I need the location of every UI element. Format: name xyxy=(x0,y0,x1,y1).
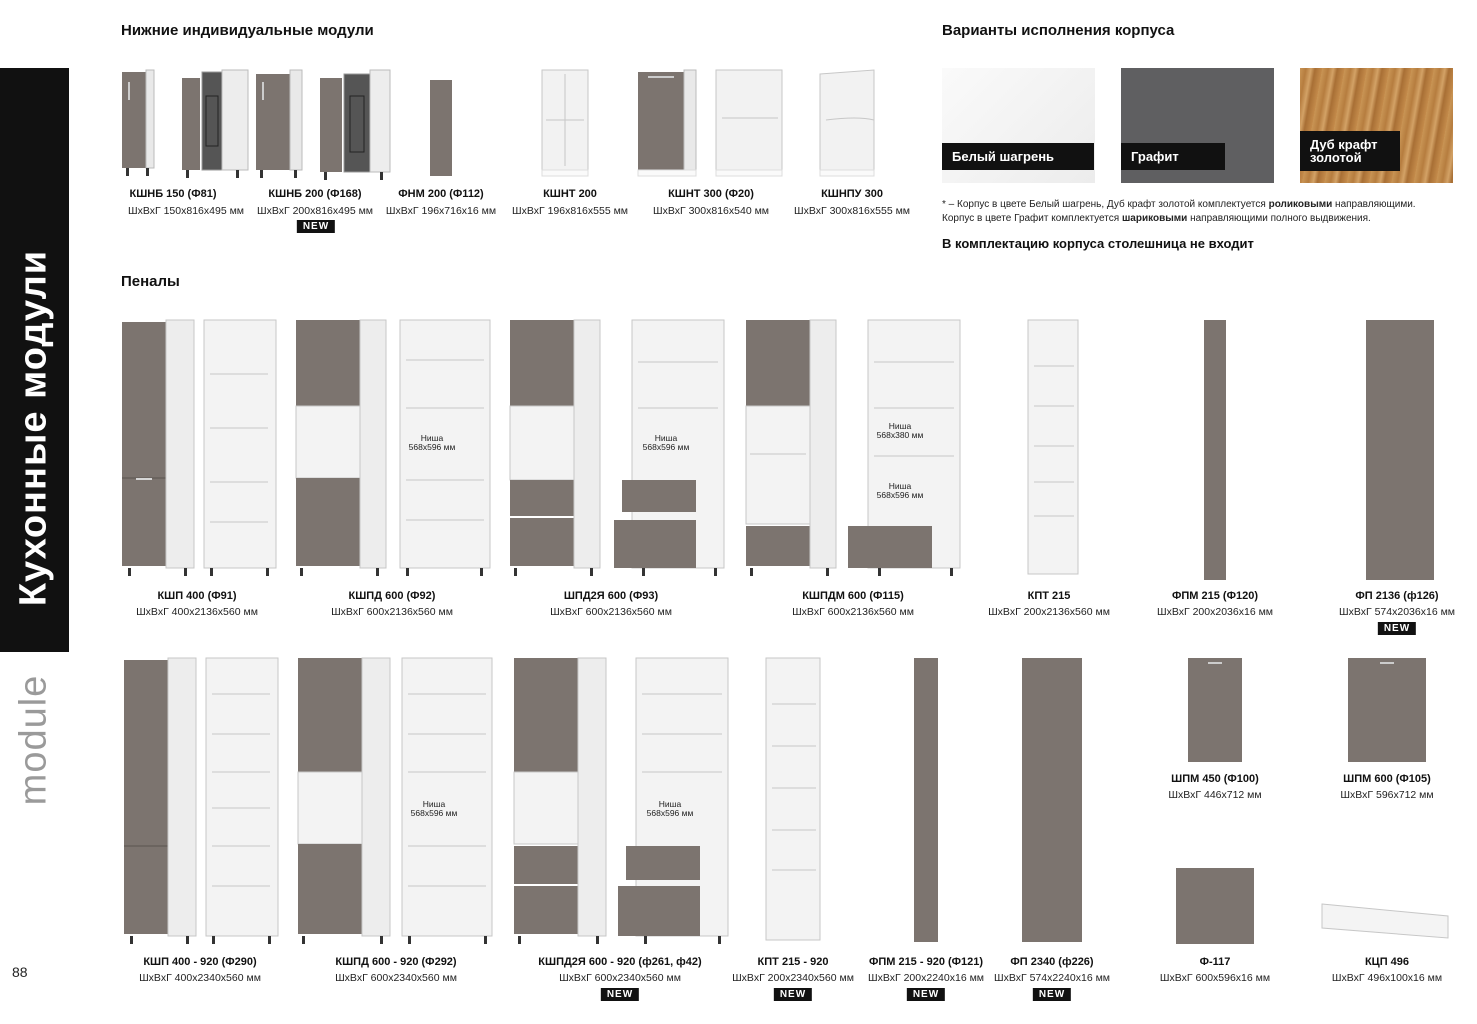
pencil-item-name: КШП 400 (Ф91) xyxy=(157,590,237,602)
lower-modules-illustration xyxy=(118,66,918,184)
lower-item-dims: ШхВхГ 150х816х495 мм xyxy=(127,205,245,217)
new-badge: NEW xyxy=(601,988,639,1001)
section-title-variants: Варианты исполнения корпуса xyxy=(942,22,1175,39)
pencil-item-dims: ШхВхГ 200х2340х560 мм xyxy=(732,972,854,984)
pencil-item-name: КПТ 215 xyxy=(1027,590,1071,602)
lower-item-dims: ШхВхГ 196х716х16 мм xyxy=(385,205,497,217)
lower-item-dims: ШхВхГ 300х816х555 мм xyxy=(793,205,911,217)
niche-label: Ниша 568х596 мм xyxy=(642,433,690,453)
pencil-item-name: ФПМ 215 - 920 (Ф121) xyxy=(868,956,984,968)
countertop-note: В комплектацию корпуса столешница не входит xyxy=(942,236,1254,251)
pencil-item-name: КШПД 600 (Ф92) xyxy=(348,590,436,602)
pencil-item-name: Ф-117 xyxy=(1199,956,1231,968)
pencils-row2-illustration xyxy=(118,654,1458,954)
lower-item-dims: ШхВхГ 200х816х495 мм xyxy=(256,205,374,217)
lower-item-name: ФНМ 200 (Ф112) xyxy=(398,188,484,200)
pencil-item-dims: ШхВхГ 600х2136х560 мм xyxy=(792,606,914,618)
niche-label: Ниша 568х596 мм xyxy=(410,799,458,819)
new-badge: NEW xyxy=(907,988,945,1001)
pencil-item-name: ФП 2136 (ф126) xyxy=(1355,590,1439,602)
pencil-item-name: КШПД 600 - 920 (Ф292) xyxy=(335,956,457,968)
front-item-dims: ШхВхГ 446х712 мм xyxy=(1168,789,1262,801)
niche-label: Ниша 568х596 мм xyxy=(876,481,924,501)
lower-item-name: КШНТ 200 xyxy=(543,188,597,200)
pencil-item-dims: ШхВхГ 400х2136х560 мм xyxy=(136,606,258,618)
pencil-item-name: КПТ 215 - 920 xyxy=(757,956,829,968)
pencil-item-dims: ШхВхГ 200х2136х560 мм xyxy=(988,606,1110,618)
pencil-item-name: ФП 2340 (ф226) xyxy=(1010,956,1094,968)
niche-label: Ниша 568х596 мм xyxy=(408,433,456,453)
pencil-item-dims: ШхВхГ 574х2036х16 мм xyxy=(1338,606,1456,618)
pencil-item-name: КЦП 496 xyxy=(1364,956,1410,968)
lower-item-name: КШНБ 150 (Ф81) xyxy=(129,188,217,200)
sidebar-band xyxy=(0,68,69,652)
pencil-item-name: КШПДМ 600 (Ф115) xyxy=(802,590,904,602)
new-badge: NEW xyxy=(1378,622,1416,635)
pencils-row1-illustration xyxy=(118,316,1458,586)
sidebar-title: Кухонные модули xyxy=(12,249,55,607)
pencil-item-dims: ШхВхГ 600х596х16 мм xyxy=(1159,972,1271,984)
new-badge: NEW xyxy=(297,220,335,233)
lower-item-name: КШНПУ 300 xyxy=(821,188,883,200)
lower-item-name: КШНТ 300 (Ф20) xyxy=(668,188,754,200)
lower-item-dims: ШхВхГ 300х816х540 мм xyxy=(652,205,770,217)
pencil-item-name: ШПД2Я 600 (Ф93) xyxy=(563,590,659,602)
pencil-item-dims: ШхВхГ 400х2340х560 мм xyxy=(139,972,261,984)
swatch-white xyxy=(942,68,1095,183)
swatch-label-oak: Дуб крафт золотой xyxy=(1300,131,1400,171)
swatch-label-white: Белый шагрень xyxy=(942,143,1094,170)
front-item-name: ШПМ 450 (Ф100) xyxy=(1171,773,1259,785)
swatch-oak xyxy=(1300,68,1453,183)
section-title-lower: Нижние индивидуальные модули xyxy=(121,22,374,39)
pencil-item-dims: ШхВхГ 600х2340х560 мм xyxy=(335,972,457,984)
pencil-item-name: КШП 400 - 920 (Ф290) xyxy=(143,956,257,968)
niche-label: Ниша 568х380 мм xyxy=(876,421,924,441)
lower-item-dims: ШхВхГ 196х816х555 мм xyxy=(511,205,629,217)
new-badge: NEW xyxy=(774,988,812,1001)
pencil-item-dims: ШхВхГ 200х2036х16 мм xyxy=(1156,606,1274,618)
new-badge: NEW xyxy=(1033,988,1071,1001)
section-title-pencils: Пеналы xyxy=(121,273,180,290)
lower-item-name: КШНБ 200 (Ф168) xyxy=(268,188,362,200)
pencil-item-dims: ШхВхГ 574х2240х16 мм xyxy=(993,972,1111,984)
pencil-item-name: ФПМ 215 (Ф120) xyxy=(1172,590,1258,602)
swatch-label-graphite: Графит xyxy=(1121,143,1225,170)
page-number: 88 xyxy=(12,964,28,980)
niche-label: Ниша 568х596 мм xyxy=(646,799,694,819)
pencil-item-dims: ШхВхГ 200х2240х16 мм xyxy=(867,972,985,984)
front-item-dims: ШхВхГ 596х712 мм xyxy=(1340,789,1434,801)
pencil-item-dims: ШхВхГ 600х2136х560 мм xyxy=(331,606,453,618)
front-item-name: ШПМ 600 (Ф105) xyxy=(1343,773,1431,785)
pencil-item-name: КШПД2Я 600 - 920 (ф261, ф42) xyxy=(538,956,702,968)
pencil-item-dims: ШхВхГ 600х2136х560 мм xyxy=(550,606,672,618)
sidebar-subtitle: module xyxy=(12,674,55,806)
footnote: * – Корпус в цвете Белый шагрень, Дуб крафт золотой комплектуется роликовыми направляющими. Корпус в цвете Графит комплектуется шариковыми направляющими полного выдвижения. xyxy=(942,199,1416,224)
pencil-item-dims: ШхВхГ 496х100х16 мм xyxy=(1331,972,1443,984)
swatch-graphite xyxy=(1121,68,1274,183)
pencil-item-dims: ШхВхГ 600х2340х560 мм xyxy=(559,972,681,984)
